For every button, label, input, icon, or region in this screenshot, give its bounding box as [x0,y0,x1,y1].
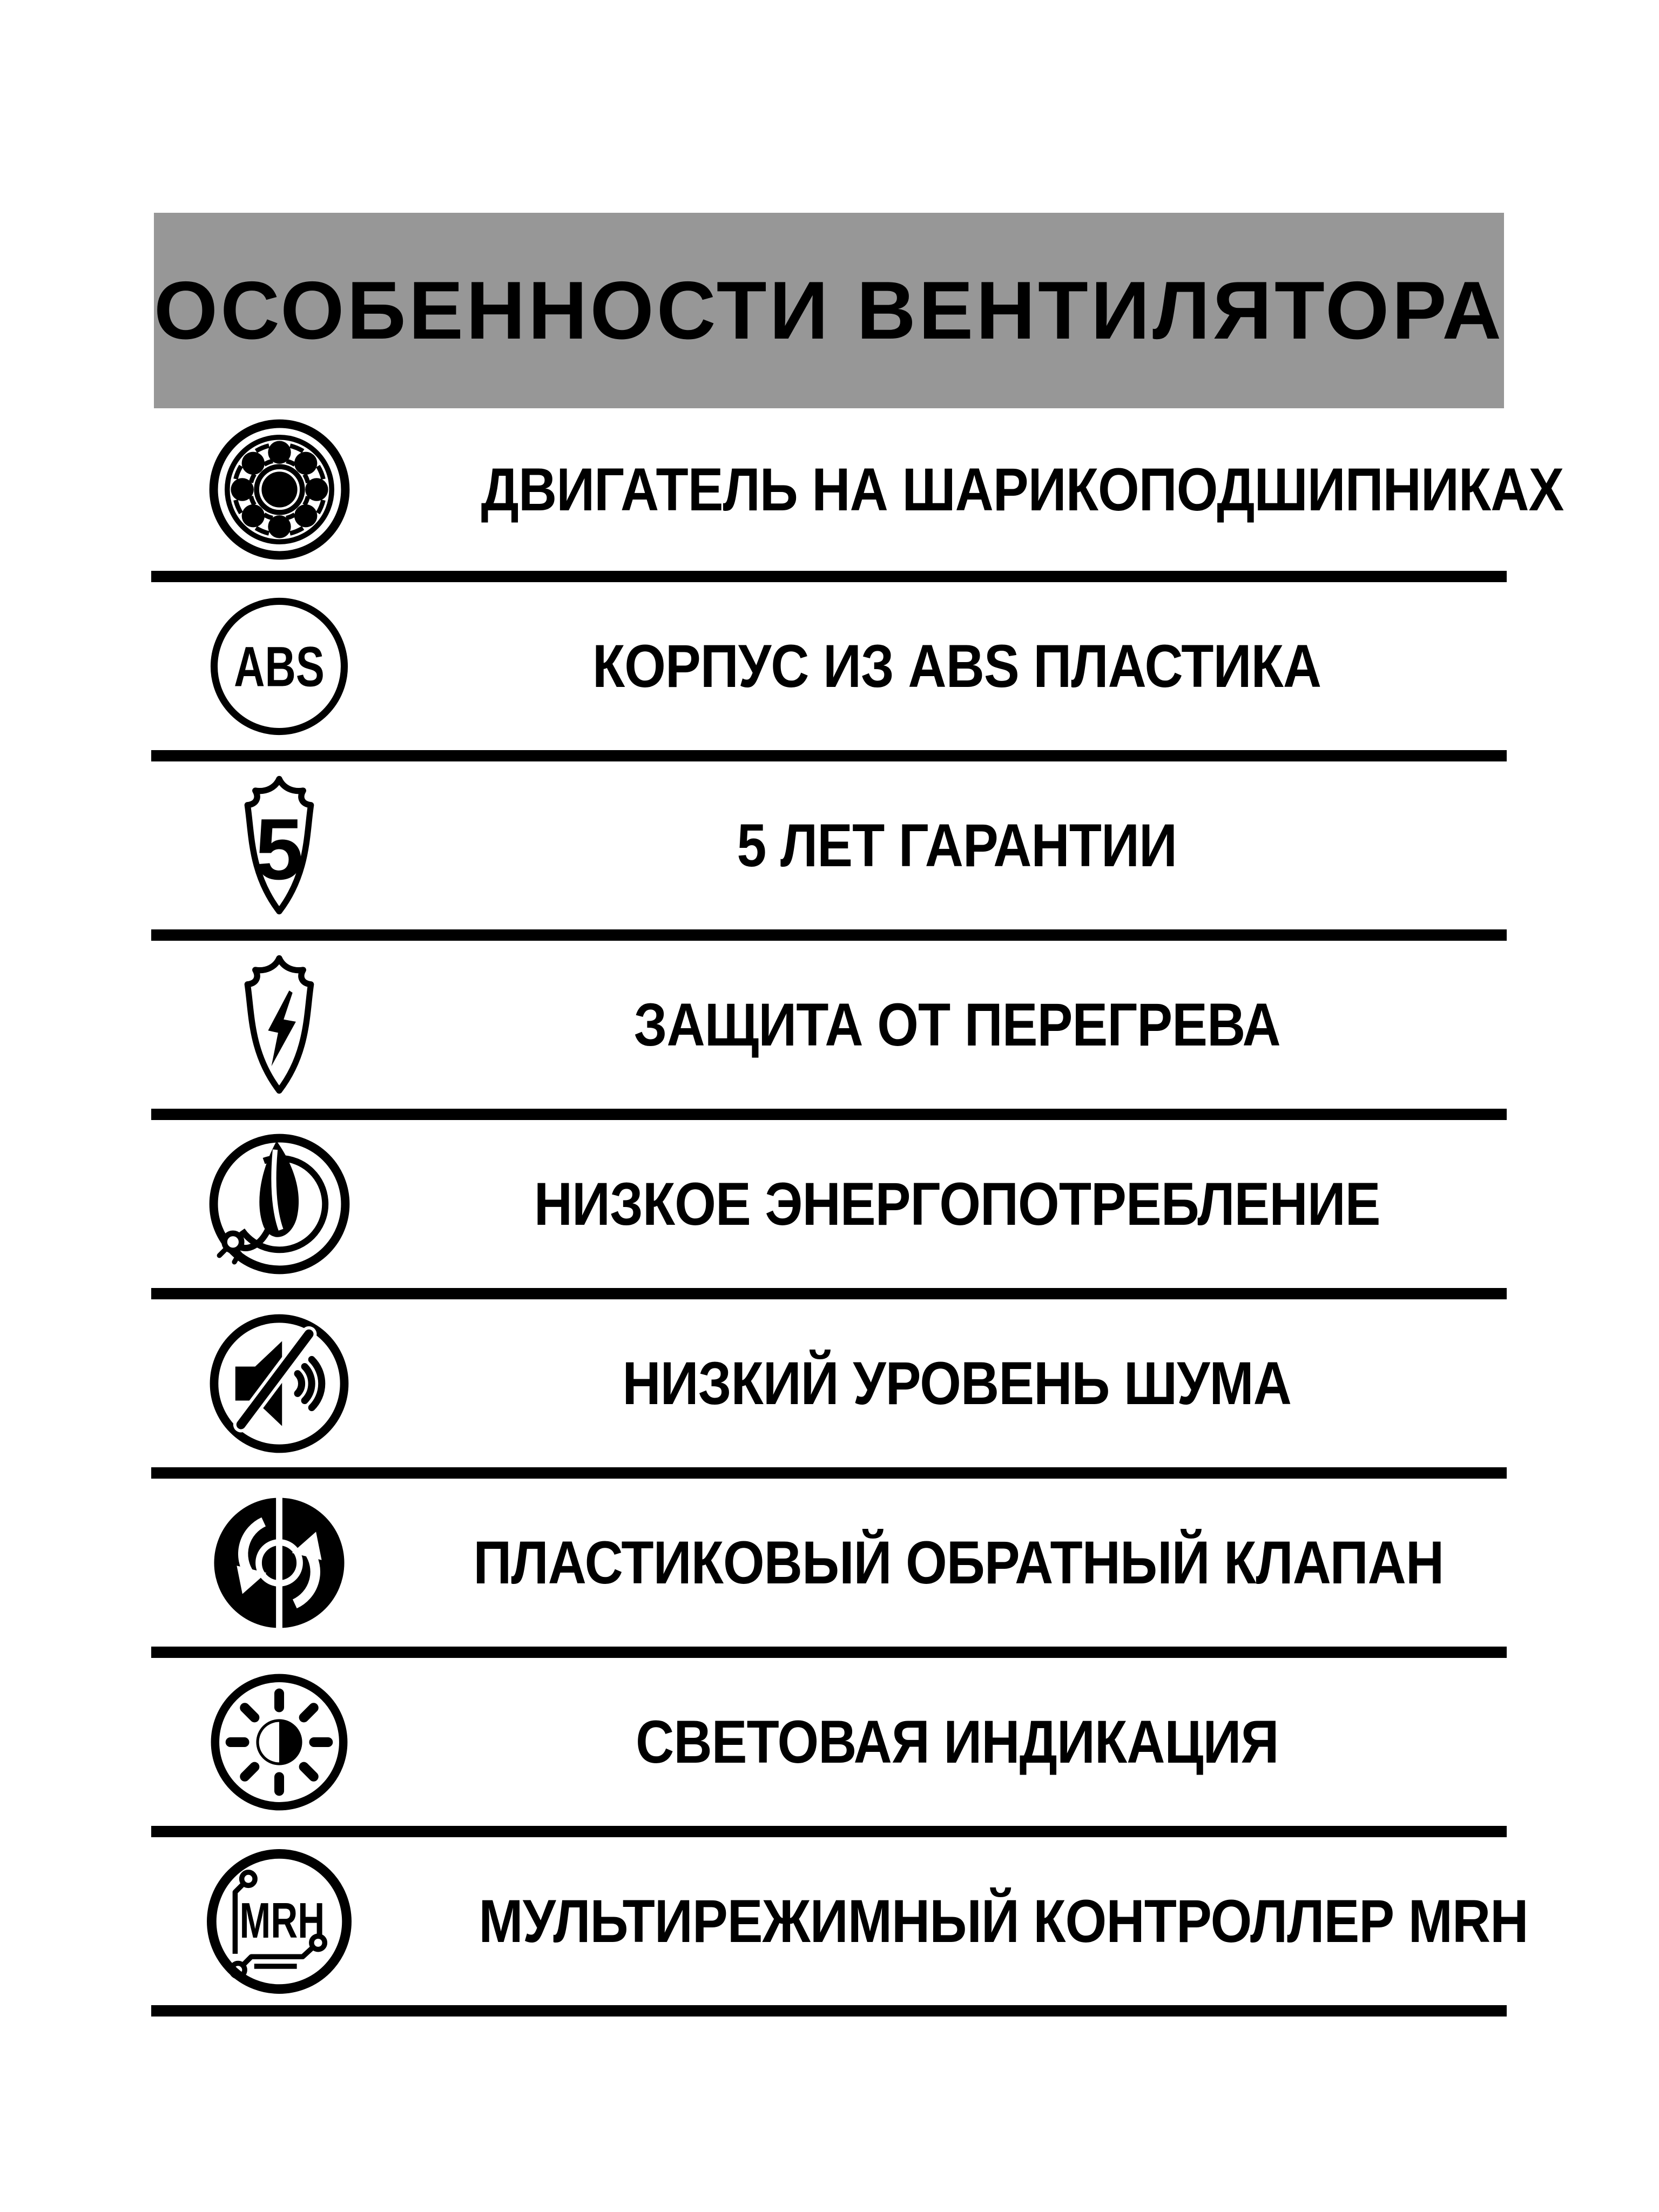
feature-icon-cell [151,1313,407,1454]
feature-label: ДВИГАТЕЛЬ НА ШАРИКОПОДШИПНИКАХ [481,456,1564,523]
feature-label: ПЛАСТИКОВЫЙ ОБРАТНЫЙ КЛАПАН [473,1529,1444,1596]
feature-label-cell [407,811,1507,880]
feature-row-low-noise [151,1299,1507,1479]
header-bar [154,213,1504,408]
features-list [151,408,1564,2017]
feature-icon-cell [151,773,407,918]
light-indication-icon [210,1673,349,1812]
eco-leaf-plug-icon [208,1132,351,1276]
feature-icon-cell [151,953,407,1097]
feature-label: ЗАЩИТА ОТ ПЕРЕГРЕВА [633,991,1280,1058]
feature-label-cell [407,1886,1600,1956]
feature-row-light-indication [151,1658,1507,1837]
mrh-controller-icon [206,1848,353,1995]
abs-icon-text: ABS [234,635,325,699]
warranty-shield-icon [224,773,335,918]
feature-row-ball-bearing [151,408,1564,582]
feature-icon-cell [151,596,407,737]
feature-icon-cell [151,1848,407,1995]
feature-row-warranty [151,761,1507,941]
warranty-icon-number: 5 [255,801,304,898]
feature-label-cell [407,1348,1507,1418]
feature-row-mrh-controller [151,1837,1528,2017]
feature-row-low-energy [151,1120,1507,1299]
feature-icon-cell [151,1673,407,1812]
feature-label: 5 ЛЕТ ГАРАНТИИ [737,812,1177,879]
ball-bearing-icon [208,418,351,561]
feature-label: НИЗКОЕ ЭНЕРГОПОТРЕБЛЕНИЕ [534,1170,1380,1238]
feature-label: СВЕТОВАЯ ИНДИКАЦИЯ [635,1708,1279,1776]
feature-icon-cell [151,418,407,561]
feature-label-cell [407,990,1507,1060]
mrh-icon-text: MRH [239,1892,325,1948]
abs-plastic-icon [208,596,350,737]
feature-label-cell [407,631,1507,701]
muted-speaker-icon [208,1313,350,1454]
page-title: ОСОБЕННОСТИ ВЕНТИЛЯТОРА [153,264,1505,356]
feature-row-overheat-protection [151,941,1507,1120]
feature-icon-cell [151,1132,407,1276]
feature-icon-cell [151,1492,407,1634]
check-valve-icon [208,1492,350,1634]
feature-label: МУЛЬТИРЕЖИМНЫЙ КОНТРОЛЛЕР MRH [478,1887,1528,1955]
feature-label-cell [407,455,1637,524]
feature-label: КОРПУС ИЗ ABS ПЛАСТИКА [592,632,1321,700]
overheat-shield-icon [224,953,335,1097]
feature-row-abs-plastic [151,582,1507,761]
feature-row-check-valve [151,1479,1507,1658]
feature-label-cell [407,1707,1507,1777]
feature-label-cell [407,1169,1507,1239]
feature-label: НИЗКИЙ УРОВЕНЬ ШУМА [622,1350,1292,1417]
feature-label-cell [407,1528,1510,1597]
